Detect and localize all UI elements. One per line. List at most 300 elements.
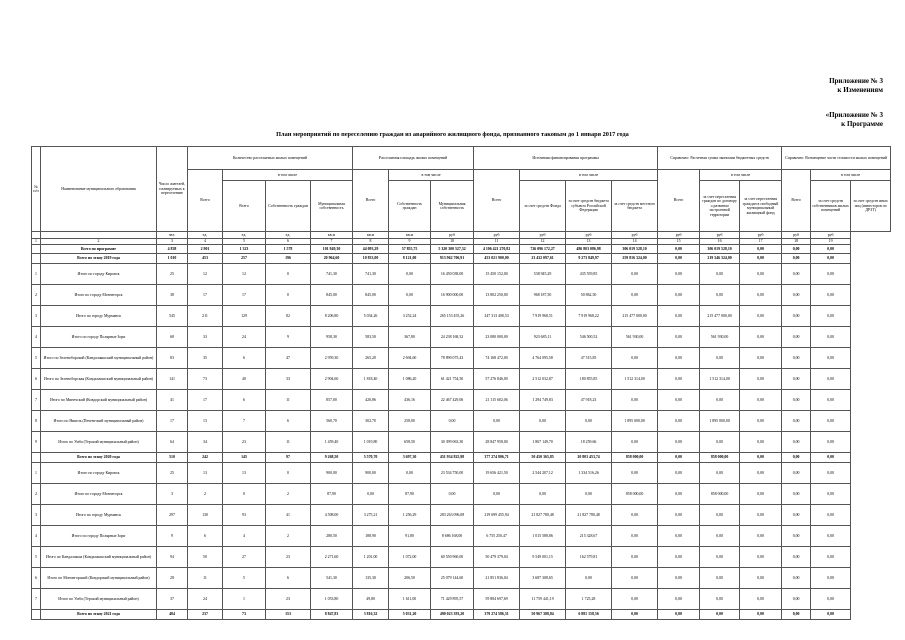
municipality-name: Всего по программе [41, 245, 157, 254]
value-cell: 545 [157, 306, 188, 327]
value-cell: 94 [157, 547, 188, 568]
value-cell: 8 121,00 [389, 254, 431, 264]
value-cell: 1 072,00 [389, 547, 431, 568]
row-number [32, 610, 41, 620]
value-cell: 297 [157, 505, 188, 526]
value-cell: 0,00 [658, 484, 700, 505]
value-cell: 20 803 453,74 [566, 453, 612, 463]
municipality-name: Итого по городу Полярные Зори [41, 327, 157, 348]
value-cell: 858 000,00 [612, 484, 658, 505]
value-cell: 0,00 [811, 463, 851, 484]
value-cell: 9 268,50 [311, 453, 353, 463]
header-people: Число жителей, планируемых к переселению [157, 147, 188, 232]
units-cell: кв.м [389, 232, 431, 239]
value-cell: 845,00 [311, 285, 353, 306]
value-cell: 0,00 [612, 463, 658, 484]
value-cell: 13 802 250,00 [474, 285, 520, 306]
value-cell: 59 884 697,69 [474, 589, 520, 610]
value-cell: 0,00 [700, 285, 740, 306]
value-cell: 1 323 [223, 245, 266, 254]
value-cell: 28 [157, 568, 188, 589]
units-cell: руб [782, 232, 811, 239]
value-cell: 265 153 455,26 [431, 306, 474, 327]
value-cell: 93 [223, 505, 266, 526]
value-cell: 215 477 000,00 [700, 306, 740, 327]
value-cell: 0,00 [520, 411, 566, 432]
value-cell: 8 206,80 [311, 306, 353, 327]
value-cell: 0,00 [658, 547, 700, 568]
value-cell: 1 818,40 [353, 369, 389, 390]
value-cell: 0,00 [740, 547, 782, 568]
value-cell: 0,00 [782, 245, 811, 254]
value-cell: 0,00 [811, 264, 851, 285]
value-cell: 560,70 [311, 411, 353, 432]
units-cell-blank [32, 232, 41, 239]
value-cell: 0,00 [658, 327, 700, 348]
column-index-cell: 4 [188, 239, 223, 245]
value-cell: 0,00 [612, 348, 658, 369]
value-cell: 583,50 [353, 327, 389, 348]
value-cell: 0,00 [612, 264, 658, 285]
resettlement-plan-table [31, 146, 891, 620]
value-cell: 145 [223, 453, 266, 463]
value-cell: 958,30 [311, 327, 353, 348]
value-cell: 6 [223, 390, 266, 411]
value-cell: 306 019 528,10 [612, 245, 658, 254]
value-cell: 0,00 [782, 547, 811, 568]
units-cell: ед. [266, 232, 311, 239]
value-cell: 0,00 [740, 245, 782, 254]
value-cell: 0,00 [782, 348, 811, 369]
value-cell: 1 895 000,00 [700, 411, 740, 432]
header-name: Наименование муниципального образования [41, 147, 157, 232]
value-cell: 47 918,23 [566, 390, 612, 411]
value-cell: 0,00 [658, 463, 700, 484]
value-cell: 2 694,60 [389, 348, 431, 369]
units-cell: руб [658, 232, 700, 239]
column-index-cell: 9 [389, 239, 431, 245]
table-row [32, 254, 891, 264]
value-cell: 1 256,29 [389, 505, 431, 526]
value-cell: 0,00 [700, 390, 740, 411]
value-cell: 0,00 [740, 589, 782, 610]
value-cell: 5 031,20 [389, 610, 431, 620]
value-cell: 1 [223, 589, 266, 610]
value-cell: 23 534 750,00 [431, 463, 474, 484]
value-cell: 0,00 [811, 568, 851, 589]
value-cell: 0,00 [811, 453, 851, 463]
value-cell: 0,00 [431, 484, 474, 505]
value-cell: 0,00 [658, 589, 700, 610]
value-cell: 21 827 780,48 [520, 505, 566, 526]
value-cell: 87,90 [311, 484, 353, 505]
municipality-name: Итого по городу Мурманск [41, 505, 157, 526]
value-cell: 13 [188, 463, 223, 484]
value-cell: 0,00 [811, 432, 851, 453]
value-cell: 211 [188, 306, 223, 327]
value-cell: 16 900 000,00 [431, 285, 474, 306]
value-cell: 0,00 [612, 589, 658, 610]
value-cell: 0,00 [811, 369, 851, 390]
value-cell: 0,00 [389, 463, 431, 484]
value-cell: 215 328,67 [566, 526, 612, 547]
column-index-cell: 15 [658, 239, 700, 245]
table-row [32, 547, 891, 568]
value-cell: 0,00 [566, 484, 612, 505]
value-cell: 302,70 [353, 411, 389, 432]
value-cell: 13 [223, 463, 266, 484]
value-cell: 0,00 [700, 526, 740, 547]
value-cell: 0,00 [700, 589, 740, 610]
value-cell: 3 [157, 484, 188, 505]
column-index-cell: 5 [223, 239, 266, 245]
table-row [32, 245, 891, 254]
value-cell: 2 904,60 [311, 369, 353, 390]
municipality-name: Итого по Никель (Печенгский муниципальный район) [41, 411, 157, 432]
row-number: 4 [32, 526, 41, 547]
municipality-name: Итого по Минечский (Ковдорский муниципальный район) [41, 390, 157, 411]
value-cell: 9 549 001,15 [520, 547, 566, 568]
value-cell: 129 [223, 306, 266, 327]
value-cell: 21 115 602,06 [474, 390, 520, 411]
units-cell-blank [41, 232, 157, 239]
value-cell: 4 838 [157, 245, 188, 254]
value-cell: 242 [188, 453, 223, 463]
row-number: 6 [32, 568, 41, 589]
value-cell: 420,86 [353, 390, 389, 411]
value-cell: 0,00 [612, 610, 658, 620]
row-number: 2 [32, 484, 41, 505]
value-cell: 0,00 [811, 348, 851, 369]
value-cell: 0,00 [612, 432, 658, 453]
value-cell: 22 467 429,06 [431, 390, 474, 411]
column-index-cell: 18 [782, 239, 811, 245]
value-cell: 0,00 [782, 589, 811, 610]
value-cell: 0,00 [700, 568, 740, 589]
value-cell: 47 [266, 348, 311, 369]
value-cell: 0,00 [740, 463, 782, 484]
table-row [32, 568, 891, 589]
municipality-name: Итого по городу Полярные Зори [41, 526, 157, 547]
value-cell: 12 [223, 264, 266, 285]
value-cell: 1 019,80 [353, 432, 389, 453]
value-cell: 0,00 [566, 411, 612, 432]
value-cell: 28 847 958,00 [474, 432, 520, 453]
value-cell: 726 096 172,27 [520, 245, 566, 254]
value-cell: 1 294 749,83 [520, 390, 566, 411]
value-cell: 484 [157, 610, 188, 620]
value-cell: 0,00 [700, 348, 740, 369]
value-cell: 7 919 968,22 [566, 306, 612, 327]
value-cell: 0,00 [658, 348, 700, 369]
column-index-cell: 8 [353, 239, 389, 245]
units-cell: чел. [157, 232, 188, 239]
value-cell: 0,00 [740, 264, 782, 285]
value-cell: 306 019 528,10 [700, 245, 740, 254]
value-cell: 19 656 421,50 [474, 463, 520, 484]
column-index-cell: 16 [700, 239, 740, 245]
value-cell: 49,80 [353, 589, 389, 610]
value-cell: 215 477 000,00 [612, 306, 658, 327]
row-number: 3 [32, 306, 41, 327]
value-cell: 9 [157, 526, 188, 547]
value-cell: 0,00 [700, 610, 740, 620]
municipality-name: Итого по городу Мончегорск [41, 484, 157, 505]
header-rooms-incl: в том числе [223, 170, 353, 181]
value-cell: 0,00 [389, 264, 431, 285]
header-compensation-incl: в том числе [811, 170, 891, 181]
table-body [32, 245, 891, 620]
value-cell: 0,00 [782, 254, 811, 264]
municipality-name: Всего по этапу 2020 года [41, 453, 157, 463]
value-cell: 0,00 [520, 484, 566, 505]
table-row [32, 484, 891, 505]
value-cell: 259 816 324,00 [612, 254, 658, 264]
value-cell: 21 827 780,48 [566, 505, 612, 526]
row-number: 1 [32, 264, 41, 285]
value-cell: 1 010 [157, 254, 188, 264]
table-row [32, 369, 891, 390]
value-cell: 2 544 207,12 [520, 463, 566, 484]
value-cell: 0,00 [740, 610, 782, 620]
value-cell: 12 [188, 264, 223, 285]
value-cell: 0,00 [811, 306, 851, 327]
value-cell: 8 847,83 [311, 610, 353, 620]
value-cell: 237 [188, 610, 223, 620]
value-cell: 0,00 [782, 610, 811, 620]
table-row [32, 453, 891, 463]
value-cell: 4 508,00 [311, 505, 353, 526]
value-cell: 436,16 [389, 390, 431, 411]
value-cell: 25 [157, 264, 188, 285]
row-number: 9 [32, 432, 41, 453]
value-cell: 0,00 [612, 390, 658, 411]
value-cell: 1 053,80 [311, 589, 353, 610]
value-cell: 1 578 [266, 245, 311, 254]
value-cell: 0,00 [658, 369, 700, 390]
value-cell: 0,00 [658, 245, 700, 254]
value-cell: 0,00 [740, 432, 782, 453]
table-row [32, 610, 891, 620]
value-cell: 60 550 960,00 [431, 547, 474, 568]
value-cell: 546 500,52 [566, 327, 612, 348]
value-cell: 0,00 [811, 547, 851, 568]
value-cell: 5 034,26 [353, 306, 389, 327]
value-cell: 0,00 [782, 285, 811, 306]
municipality-name: Итого по Умба (Терский муниципальный район) [41, 589, 157, 610]
value-cell: 0,00 [740, 306, 782, 327]
municipality-name: Итого по городу Мурманск [41, 306, 157, 327]
appendix-program-line2: к Программе [841, 119, 883, 128]
header-area-incl: в том числе [389, 170, 474, 181]
value-cell: 41 [266, 505, 311, 526]
value-cell: 0,00 [740, 505, 782, 526]
value-cell: 2 [266, 526, 311, 547]
column-index-cell: 3 [157, 239, 188, 245]
value-cell: 5 570,70 [353, 453, 389, 463]
value-cell: 25 [157, 463, 188, 484]
value-cell: 0,00 [782, 327, 811, 348]
value-cell: 741,30 [353, 264, 389, 285]
value-cell: 20 964,60 [311, 254, 353, 264]
value-cell: 0,00 [740, 390, 782, 411]
units-cell: ед. [188, 232, 223, 239]
value-cell: 968 187,50 [520, 285, 566, 306]
column-index-cell: 19 [811, 239, 851, 245]
value-cell: 0,00 [811, 589, 851, 610]
value-cell: 206,50 [389, 568, 431, 589]
units-cell: руб [431, 232, 474, 239]
value-cell: 135,30 [353, 568, 389, 589]
value-cell: 7 [223, 411, 266, 432]
value-cell: 73 [188, 369, 223, 390]
value-cell: 24 [223, 327, 266, 348]
value-cell: 1 459,40 [311, 432, 353, 453]
value-cell: 561 930,00 [700, 327, 740, 348]
value-cell: 0,00 [612, 505, 658, 526]
value-cell: 3 687 308,65 [520, 568, 566, 589]
value-cell: 23 080 000,00 [474, 327, 520, 348]
value-cell: 1 334 516,26 [566, 463, 612, 484]
value-cell: 2 901 [188, 245, 223, 254]
value-cell: 0,00 [740, 484, 782, 505]
value-cell: 0,00 [474, 484, 520, 505]
table-row [32, 526, 891, 547]
header-area-private: Собственность граждан [389, 181, 431, 232]
value-cell: 18 259,66 [566, 432, 612, 453]
units-cell: ед. [223, 232, 266, 239]
value-cell: 0,00 [700, 432, 740, 453]
value-cell: 2 959,30 [311, 348, 353, 369]
value-cell: 0,00 [782, 390, 811, 411]
column-index-cell: 7 [311, 239, 353, 245]
value-cell: 561 930,00 [612, 327, 658, 348]
table-row [32, 589, 891, 610]
municipality-name: Итого по Зеленоборский (Кандалакшский муниципальный район) [41, 348, 157, 369]
appendix-note-line1: Приложение № 3 [829, 77, 883, 85]
value-cell: 30 399 063,30 [431, 432, 474, 453]
table-row [32, 463, 891, 484]
value-cell: 0,00 [811, 254, 851, 264]
value-cell: 0,00 [658, 526, 700, 547]
value-cell: 0,00 [811, 505, 851, 526]
value-cell: 38 [157, 285, 188, 306]
value-cell: 0 [223, 484, 266, 505]
table-row [32, 432, 891, 453]
header-rooms-private: Собственность граждан [266, 181, 311, 232]
value-cell: 47 515,85 [566, 348, 612, 369]
value-cell: 91,80 [389, 526, 431, 547]
value-cell: 37 [157, 589, 188, 610]
value-cell: 17 [157, 411, 188, 432]
header-savings: Справочно: Расчетная сумма экономии бюджетных средств [658, 147, 782, 170]
value-cell: 0,00 [740, 568, 782, 589]
table-row [32, 306, 891, 327]
value-cell: 1 611,00 [389, 589, 431, 610]
value-cell: 50 967 308,84 [520, 610, 566, 620]
value-cell: 21 851 836,04 [474, 568, 520, 589]
value-cell: 486 803 086,98 [566, 245, 612, 254]
value-cell: 180 855,85 [566, 369, 612, 390]
value-cell: 4 106 421 270,82 [474, 245, 520, 254]
value-cell: 17 [188, 390, 223, 411]
value-cell: 0,00 [612, 285, 658, 306]
value-cell: 74 168 472,00 [474, 348, 520, 369]
value-cell: 0 [266, 264, 311, 285]
value-cell: 845,00 [353, 285, 389, 306]
value-cell: 0,00 [782, 526, 811, 547]
value-cell: 0,00 [700, 547, 740, 568]
value-cell: 188,90 [353, 526, 389, 547]
value-cell: 101 949,30 [311, 245, 353, 254]
table-row [32, 285, 891, 306]
municipality-name: Итого по Кандалакша (Кандалакшский муниципальный район) [41, 547, 157, 568]
value-cell: 6 881 158,56 [566, 610, 612, 620]
value-cell: 858 000,00 [612, 453, 658, 463]
header-savings-development: за счет переселения граждан по договору о развитии застроенной территории [700, 181, 740, 232]
row-number: 4 [32, 327, 41, 348]
value-cell: 24 [188, 589, 223, 610]
value-cell: 0,00 [612, 547, 658, 568]
table-row [32, 411, 891, 432]
value-cell: 44 093,29 [353, 245, 389, 254]
value-cell: 741,30 [311, 264, 353, 285]
value-cell: 33 [188, 327, 223, 348]
value-cell: 280,50 [311, 526, 353, 547]
value-cell: 0,00 [700, 463, 740, 484]
value-cell: 141 [157, 369, 188, 390]
value-cell: 219 699 455,94 [474, 505, 520, 526]
value-cell: 3 252,24 [389, 306, 431, 327]
value-cell: 453 021 900,00 [474, 254, 520, 264]
value-cell: 453 [188, 254, 223, 264]
value-cell: 57 276 846,00 [474, 369, 520, 390]
municipality-name: Всего по этапу 2019 года [41, 254, 157, 264]
value-cell: 0,00 [740, 453, 782, 463]
value-cell: 258,00 [389, 411, 431, 432]
column-index-cell: 6 [266, 239, 311, 245]
value-cell: 0,00 [740, 369, 782, 390]
value-cell: 0,00 [353, 484, 389, 505]
value-cell: 0,00 [658, 610, 700, 620]
header-rooms-total: Всего [188, 170, 223, 232]
value-cell: 900,00 [311, 463, 353, 484]
value-cell: 1 201,00 [353, 547, 389, 568]
value-cell: 0,00 [782, 369, 811, 390]
value-cell: 10 833,00 [353, 254, 389, 264]
header-rooms-municipal: Муниципальная собственность [311, 181, 353, 232]
value-cell: 0 [266, 463, 311, 484]
value-cell: 0,00 [782, 411, 811, 432]
column-index-cell: 10 [431, 239, 474, 245]
value-cell: 1 015 588,86 [520, 526, 566, 547]
header-rooms: Количество расселяемых жилых помещений [188, 147, 353, 170]
value-cell: 0,00 [811, 484, 851, 505]
value-cell: 82 [266, 306, 311, 327]
table-row [32, 348, 891, 369]
value-cell: 15 450 152,00 [474, 264, 520, 285]
value-cell: 435 559,85 [566, 264, 612, 285]
value-cell: 0,00 [740, 411, 782, 432]
row-number: 5 [32, 547, 41, 568]
table-row [32, 327, 891, 348]
value-cell: 0,00 [811, 390, 851, 411]
value-cell: 451 934 825,98 [431, 453, 474, 463]
header-subject-budget: за счет средств бюджета субъекта Российской Федерации [566, 181, 612, 232]
table-row [32, 390, 891, 411]
appendix-program-line1: «Приложение № 3 [825, 111, 883, 119]
value-cell: 858 000,00 [700, 453, 740, 463]
